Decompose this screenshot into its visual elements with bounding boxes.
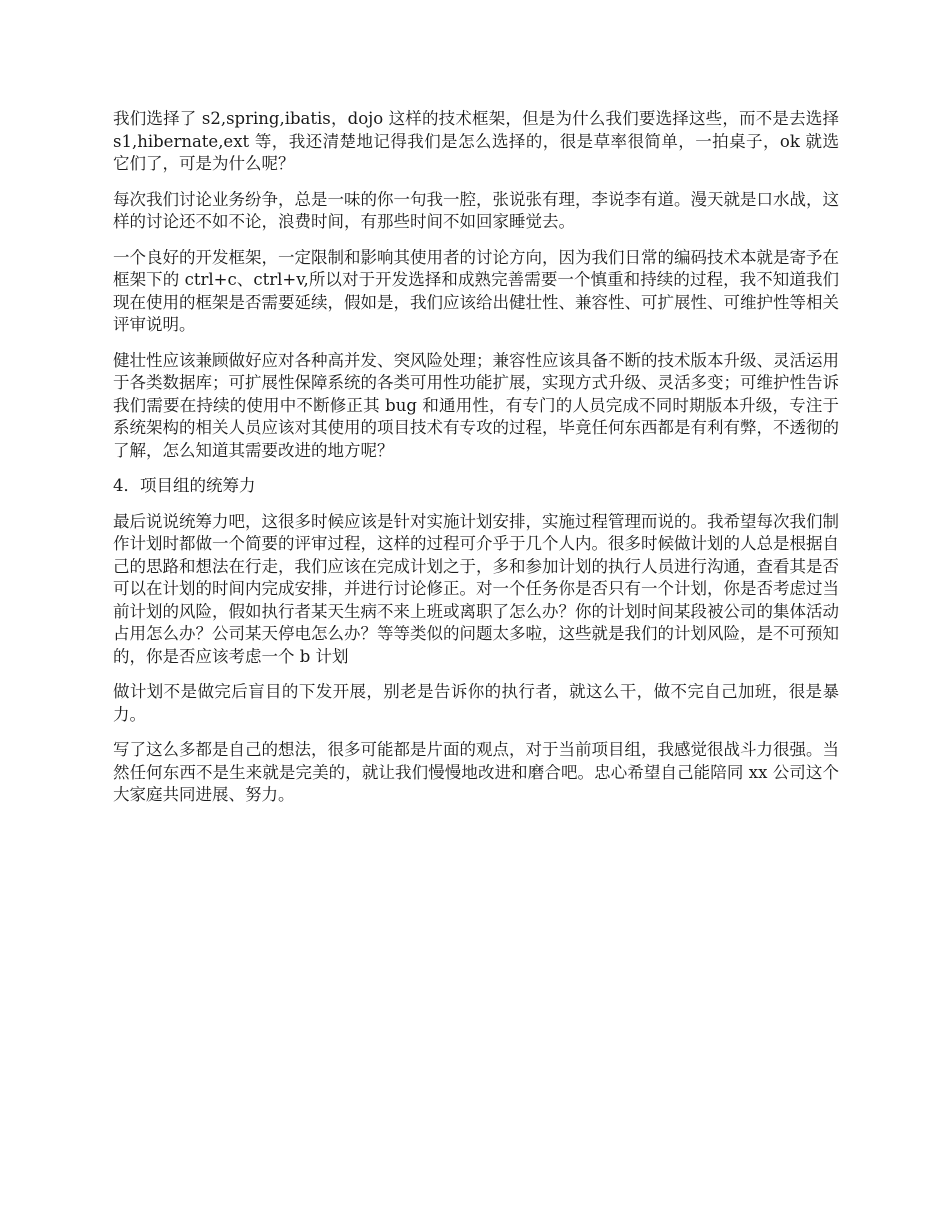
section-heading: 4．项目组的统筹力 bbox=[113, 476, 256, 495]
paragraph-planning: 做计划不是做完后盲目的下发开展，别老是告诉你的执行者，就这么干，做不完自己加班，很是暴力。 bbox=[113, 682, 839, 724]
paragraph-coordination: 最后说说统筹力吧，这很多时候应该是针对实施计划安排，实施过程管理而说的。我希望每次我们制作计划时都做一个简要的评审过程，这样的过程可介乎于几个人内。很多时候做计划的人总是根据自己的思路和想法在行走，我们应该在完成计划之于，多和参加计划的执行人员进行沟通，查看其是否可以在计划的时间内完成安排，并进行讨论修正。对一个任务你是否只有一个计划，你是否考虑过当前计划的风险，假如执行者某天生病不来上班或离职了怎么办？你的计划时间某段被公司的集体活动占用怎么办？公司某天停电怎么办？等等类似的问题太多啦，这些就是我们的计划风险，是不可预知的，你是否应该考虑一个 b 计划 bbox=[113, 511, 839, 666]
paragraph-robustness: 健壮性应该兼顾做好应对各种高并发、突风险处理；兼容性应该具备不断的技术版本升级、灵活运用于各类数据库；可扩展性保障系统的各类可用性功能扩展，实现方式升级、灵活多变；可维护性告诉我们需要在持续的使用中不断修正其 bug 和通用性，有专门的人员完成不同时期版本升级，专注于系统架构的相关人员应该对其使用的项目技术有专攻的过程，毕竟任何东西都是有利有弊，不透彻的了解，怎么知道其需要改进的地方呢？ bbox=[113, 350, 839, 460]
paragraph-development-framework: 一个良好的开发框架，一定限制和影响其使用者的讨论方向，因为我们日常的编码技术本就是寄予在框架下的 ctrl+c、ctrl+v,所以对于开发选择和成熟完善需要一个慎重和持续的过程，我不知道我们现在使用的框架是否需要延续，假如是，我们应该给出健壮性、兼容性、可扩展性、可维护性等相关评审说明。 bbox=[113, 247, 839, 334]
paragraph-conclusion: 写了这么多都是自己的想法，很多可能都是片面的观点，对于当前项目组，我感觉很战斗力很强。当然任何东西不是生来就是完美的，就让我们慢慢地改进和磨合吧。忠心希望自己能陪同 xx 公司这个大家庭共同进展、努力。 bbox=[113, 740, 839, 804]
paragraph-framework-choice: 我们选择了 s2,spring,ibatis，dojo 这样的技术框架，但是为什么我们要选择这些，而不是去选择 s1,hibernate,ext 等，我还清楚地记得我们是怎么选择的，很是草率很简单，一拍桌子，ok 就选它们了，可是为什么呢？ bbox=[113, 109, 839, 173]
document-body bbox=[113, 108, 839, 820]
paragraph-business-discussion: 每次我们讨论业务纷争，总是一味的你一句我一腔，张说张有理，李说李有道。漫天就是口水战，这样的讨论还不如不论，浪费时间，有那些时间不如回家睡觉去。 bbox=[113, 189, 839, 231]
